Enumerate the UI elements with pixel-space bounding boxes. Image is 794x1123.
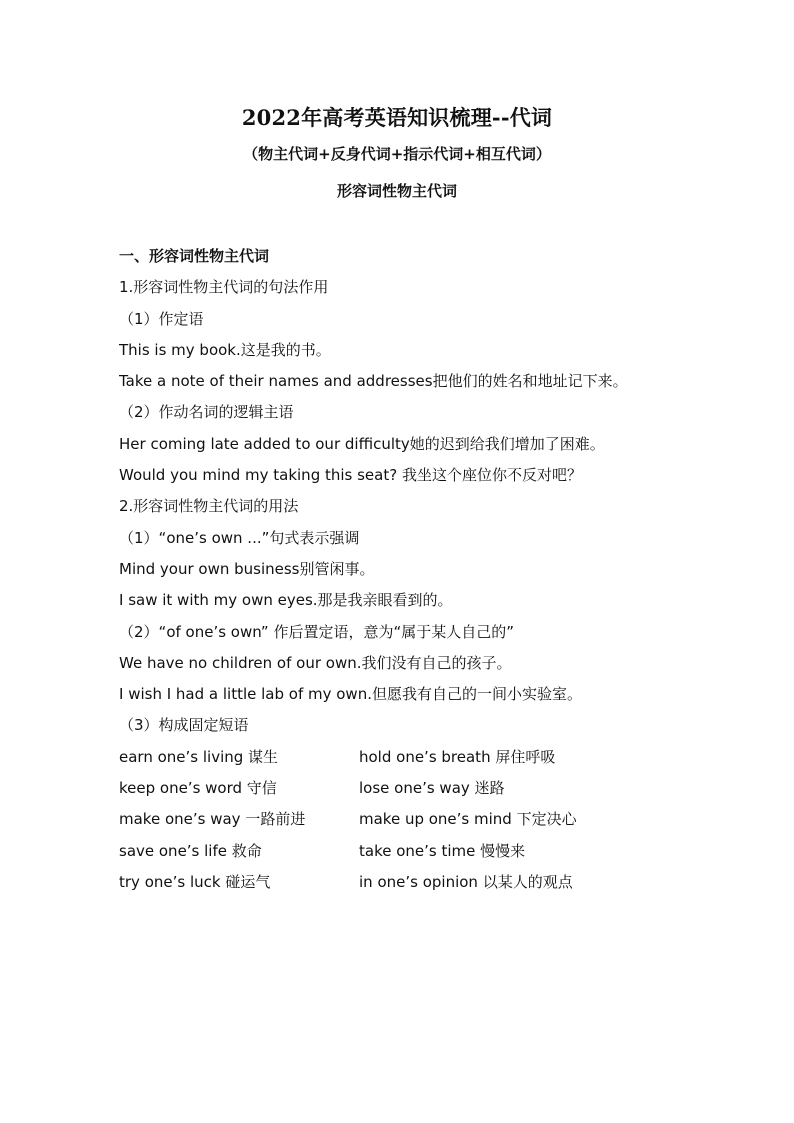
body-line-8: 2.形容词性物主代词的用法: [119, 497, 299, 516]
phrase-right: in one’s opinion 以某人的观点: [359, 872, 573, 891]
body-line-1: 1.形容词性物主代词的句法作用: [119, 278, 329, 297]
body-line-2: （1）作定语: [119, 309, 204, 328]
section-title: 形容词性物主代词: [336, 182, 457, 200]
body-line-4: Take a note of their names and addresses把他们的姓名和地址记下来。: [119, 372, 628, 391]
phrase-left: earn one’s living 谋生: [119, 747, 279, 766]
phrase-left: save one’s life 救命: [119, 841, 262, 860]
body-line-5: （2）作动名词的逻辑主语: [119, 403, 294, 422]
body-line-15: （3）构成固定短语: [119, 716, 249, 735]
body-line-11: I saw it with my own eyes.那是我亲眼看到的。: [119, 591, 453, 610]
phrase-row-1: [119, 742, 739, 773]
phrase-right: hold one’s breath 屏住呼吸: [359, 747, 556, 766]
phrase-right: lose one’s way 迷路: [359, 779, 505, 798]
body-line-6: Her coming late added to our difficulty她的迟到给我们增加了困难。: [119, 434, 605, 453]
body-line-9: （1）“one’s own ...”句式表示强调: [119, 528, 360, 547]
document-subtitle: （物主代词+反身代词+指示代词+相互代词）: [243, 145, 551, 163]
body-line-3: This is my book.这是我的书。: [119, 340, 331, 359]
body-line-14: I wish I had a little lab of my own.但愿我有自己的一间小实验室。: [119, 685, 582, 704]
phrase-row-5: [119, 867, 739, 898]
document-body: [119, 241, 739, 898]
body-line-12: （2）“of one’s own” 作后置定语，意为“属于某人自己的”: [119, 622, 515, 641]
phrase-row-3: [119, 804, 739, 835]
phrase-row-4: [119, 836, 739, 867]
phrase-row-2: [119, 773, 739, 804]
document-title: 2022年高考英语知识梳理--代词: [241, 105, 553, 130]
phrase-right: make up one’s mind 下定决心: [359, 810, 577, 829]
section-heading: 一、形容词性物主代词: [119, 247, 270, 265]
body-line-13: We have no children of our own.我们没有自己的孩子。: [119, 653, 512, 672]
phrase-right: take one’s time 慢慢来: [359, 841, 526, 860]
phrase-left: try one’s luck 碰运气: [119, 872, 271, 891]
body-line-10: Mind your own business别管闲事。: [119, 559, 375, 578]
phrase-left: make one’s way 一路前进: [119, 810, 306, 829]
body-line-7: Would you mind my taking this seat? 我坐这个座位你不反对吧？: [119, 466, 582, 485]
phrase-left: keep one’s word 守信: [119, 779, 277, 798]
